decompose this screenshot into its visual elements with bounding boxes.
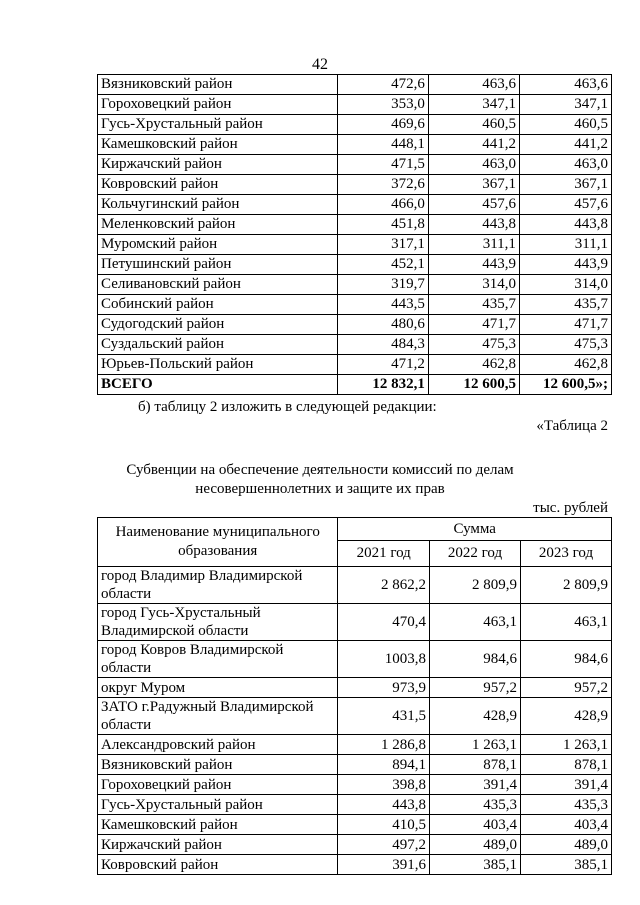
value-cell: 471,7 xyxy=(428,315,519,335)
municipality-name: Муромский район xyxy=(98,235,338,255)
value-cell: 475,3 xyxy=(519,335,611,355)
value-cell: 448,1 xyxy=(337,135,428,155)
total-value: 12 832,1 xyxy=(337,375,428,395)
value-cell: 347,1 xyxy=(519,95,611,115)
value-cell: 457,6 xyxy=(428,195,519,215)
value-cell: 435,7 xyxy=(428,295,519,315)
municipality-name: Суздальский район xyxy=(98,335,338,355)
value-cell: 431,5 xyxy=(338,698,430,735)
value-cell: 319,7 xyxy=(337,275,428,295)
value-cell: 2 809,9 xyxy=(429,567,520,604)
value-cell: 452,1 xyxy=(337,255,428,275)
unit-label: тыс. рублей xyxy=(533,500,608,516)
allocation-table-continued xyxy=(97,74,612,395)
value-cell: 984,6 xyxy=(520,641,611,678)
value-cell: 1 263,1 xyxy=(429,735,520,755)
value-cell: 391,6 xyxy=(338,855,430,875)
value-cell: 463,0 xyxy=(428,155,519,175)
municipality-name: город Ковров Владимирской области xyxy=(98,641,338,678)
value-cell: 314,0 xyxy=(519,275,611,295)
municipality-name: Гороховецкий район xyxy=(98,95,338,115)
value-cell: 347,1 xyxy=(428,95,519,115)
value-cell: 443,9 xyxy=(428,255,519,275)
value-cell: 497,2 xyxy=(338,835,430,855)
value-cell: 463,0 xyxy=(519,155,611,175)
value-cell: 451,8 xyxy=(337,215,428,235)
table-row xyxy=(98,95,612,115)
value-cell: 480,6 xyxy=(337,315,428,335)
value-cell: 385,1 xyxy=(520,855,611,875)
value-cell: 2 862,2 xyxy=(338,567,430,604)
value-cell: 435,3 xyxy=(429,795,520,815)
municipality-name: Вязниковский район xyxy=(98,75,338,95)
table-row xyxy=(98,641,612,678)
municipality-name: город Гусь-Хрустальный Владимирской области xyxy=(98,604,338,641)
value-cell: 470,4 xyxy=(338,604,430,641)
value-cell: 462,8 xyxy=(519,355,611,375)
table-row xyxy=(98,735,612,755)
value-cell: 435,3 xyxy=(520,795,611,815)
value-cell: 372,6 xyxy=(337,175,428,195)
table-label: «Таблица 2 xyxy=(536,418,608,434)
table-title xyxy=(0,461,640,499)
municipality-name: Селивановский район xyxy=(98,275,338,295)
municipality-name: Камешковский район xyxy=(98,815,338,835)
table-row xyxy=(98,315,612,335)
value-cell: 2 809,9 xyxy=(520,567,611,604)
value-cell: 463,1 xyxy=(429,604,520,641)
column-header-name: Наименование муниципального образования xyxy=(98,518,338,567)
value-cell: 443,9 xyxy=(519,255,611,275)
value-cell: 441,2 xyxy=(428,135,519,155)
value-cell: 311,1 xyxy=(428,235,519,255)
value-cell: 471,2 xyxy=(337,355,428,375)
value-cell: 463,1 xyxy=(520,604,611,641)
table-row xyxy=(98,698,612,735)
table-row xyxy=(98,815,612,835)
value-cell: 463,6 xyxy=(428,75,519,95)
value-cell: 428,9 xyxy=(429,698,520,735)
municipality-name: Ковровский район xyxy=(98,175,338,195)
value-cell: 475,3 xyxy=(428,335,519,355)
municipality-name: ЗАТО г.Радужный Владимирской области xyxy=(98,698,338,735)
value-cell: 353,0 xyxy=(337,95,428,115)
municipality-name: Ковровский район xyxy=(98,855,338,875)
municipality-name: город Владимир Владимирской области xyxy=(98,567,338,604)
value-cell: 957,2 xyxy=(429,678,520,698)
table-row xyxy=(98,355,612,375)
value-cell: 463,6 xyxy=(519,75,611,95)
column-header-year-2022: 2022 год xyxy=(429,541,520,567)
table-row xyxy=(98,567,612,604)
value-cell: 1003,8 xyxy=(338,641,430,678)
table-row xyxy=(98,195,612,215)
table-row xyxy=(98,335,612,355)
value-cell: 443,5 xyxy=(337,295,428,315)
value-cell: 441,2 xyxy=(519,135,611,155)
table-row xyxy=(98,275,612,295)
value-cell: 428,9 xyxy=(520,698,611,735)
municipality-name: Петушинский район xyxy=(98,255,338,275)
column-header-sum: Сумма xyxy=(338,518,612,541)
column-header-year-2021: 2021 год xyxy=(338,541,430,567)
value-cell: 472,6 xyxy=(337,75,428,95)
table-row xyxy=(98,835,612,855)
municipality-name: Гусь-Хрустальный район xyxy=(98,115,338,135)
total-value: 12 600,5 xyxy=(428,375,519,395)
table-row xyxy=(98,155,612,175)
value-cell: 469,6 xyxy=(337,115,428,135)
value-cell: 894,1 xyxy=(338,755,430,775)
value-cell: 460,5 xyxy=(428,115,519,135)
total-value: 12 600,5»; xyxy=(519,375,611,395)
municipality-name: Меленковский район xyxy=(98,215,338,235)
value-cell: 367,1 xyxy=(428,175,519,195)
value-cell: 398,8 xyxy=(338,775,430,795)
value-cell: 957,2 xyxy=(520,678,611,698)
subvention-table xyxy=(97,517,612,875)
table-row xyxy=(98,255,612,275)
value-cell: 435,7 xyxy=(519,295,611,315)
value-cell: 484,3 xyxy=(337,335,428,355)
value-cell: 385,1 xyxy=(429,855,520,875)
municipality-name: Александровский район xyxy=(98,735,338,755)
municipality-name: Гусь-Хрустальный район xyxy=(98,795,338,815)
value-cell: 457,6 xyxy=(519,195,611,215)
column-header-year-2023: 2023 год xyxy=(520,541,611,567)
table-title-line-2: несовершеннолетних и защите их прав xyxy=(195,481,445,497)
municipality-name: Камешковский район xyxy=(98,135,338,155)
table-row xyxy=(98,75,612,95)
table-row xyxy=(98,115,612,135)
value-cell: 443,8 xyxy=(338,795,430,815)
municipality-name: Гороховецкий район xyxy=(98,775,338,795)
value-cell: 403,4 xyxy=(429,815,520,835)
municipality-name: Собинский район xyxy=(98,295,338,315)
value-cell: 403,4 xyxy=(520,815,611,835)
total-label: ВСЕГО xyxy=(98,375,338,395)
value-cell: 462,8 xyxy=(428,355,519,375)
value-cell: 471,7 xyxy=(519,315,611,335)
value-cell: 1 286,8 xyxy=(338,735,430,755)
municipality-name: Вязниковский район xyxy=(98,755,338,775)
value-cell: 973,9 xyxy=(338,678,430,698)
table-row xyxy=(98,215,612,235)
table-row xyxy=(98,678,612,698)
value-cell: 410,5 xyxy=(338,815,430,835)
value-cell: 317,1 xyxy=(337,235,428,255)
table-row xyxy=(98,795,612,815)
municipality-name: Киржачский район xyxy=(98,835,338,855)
value-cell: 1 263,1 xyxy=(520,735,611,755)
table-row xyxy=(98,775,612,795)
page-number: 42 xyxy=(312,56,328,73)
value-cell: 489,0 xyxy=(429,835,520,855)
table-row xyxy=(98,604,612,641)
table-row xyxy=(98,295,612,315)
table-title-line-1: Субвенции на обеспечение деятельности комиссий по делам xyxy=(126,462,514,478)
municipality-name: Юрьев-Польский район xyxy=(98,355,338,375)
value-cell: 460,5 xyxy=(519,115,611,135)
value-cell: 314,0 xyxy=(428,275,519,295)
table-row xyxy=(98,855,612,875)
total-row xyxy=(98,375,612,395)
table-row xyxy=(98,235,612,255)
value-cell: 489,0 xyxy=(520,835,611,855)
municipality-name: Судогодский район xyxy=(98,315,338,335)
value-cell: 984,6 xyxy=(429,641,520,678)
value-cell: 391,4 xyxy=(520,775,611,795)
value-cell: 391,4 xyxy=(429,775,520,795)
table-row xyxy=(98,755,612,775)
value-cell: 311,1 xyxy=(519,235,611,255)
value-cell: 466,0 xyxy=(337,195,428,215)
value-cell: 443,8 xyxy=(428,215,519,235)
municipality-name: Кольчугинский район xyxy=(98,195,338,215)
value-cell: 443,8 xyxy=(519,215,611,235)
value-cell: 878,1 xyxy=(520,755,611,775)
amendment-instruction: б) таблицу 2 изложить в следующей редакции: xyxy=(138,399,437,415)
value-cell: 878,1 xyxy=(429,755,520,775)
value-cell: 367,1 xyxy=(519,175,611,195)
municipality-name: округ Муром xyxy=(98,678,338,698)
table-row xyxy=(98,175,612,195)
value-cell: 471,5 xyxy=(337,155,428,175)
table-row xyxy=(98,135,612,155)
municipality-name: Киржачский район xyxy=(98,155,338,175)
